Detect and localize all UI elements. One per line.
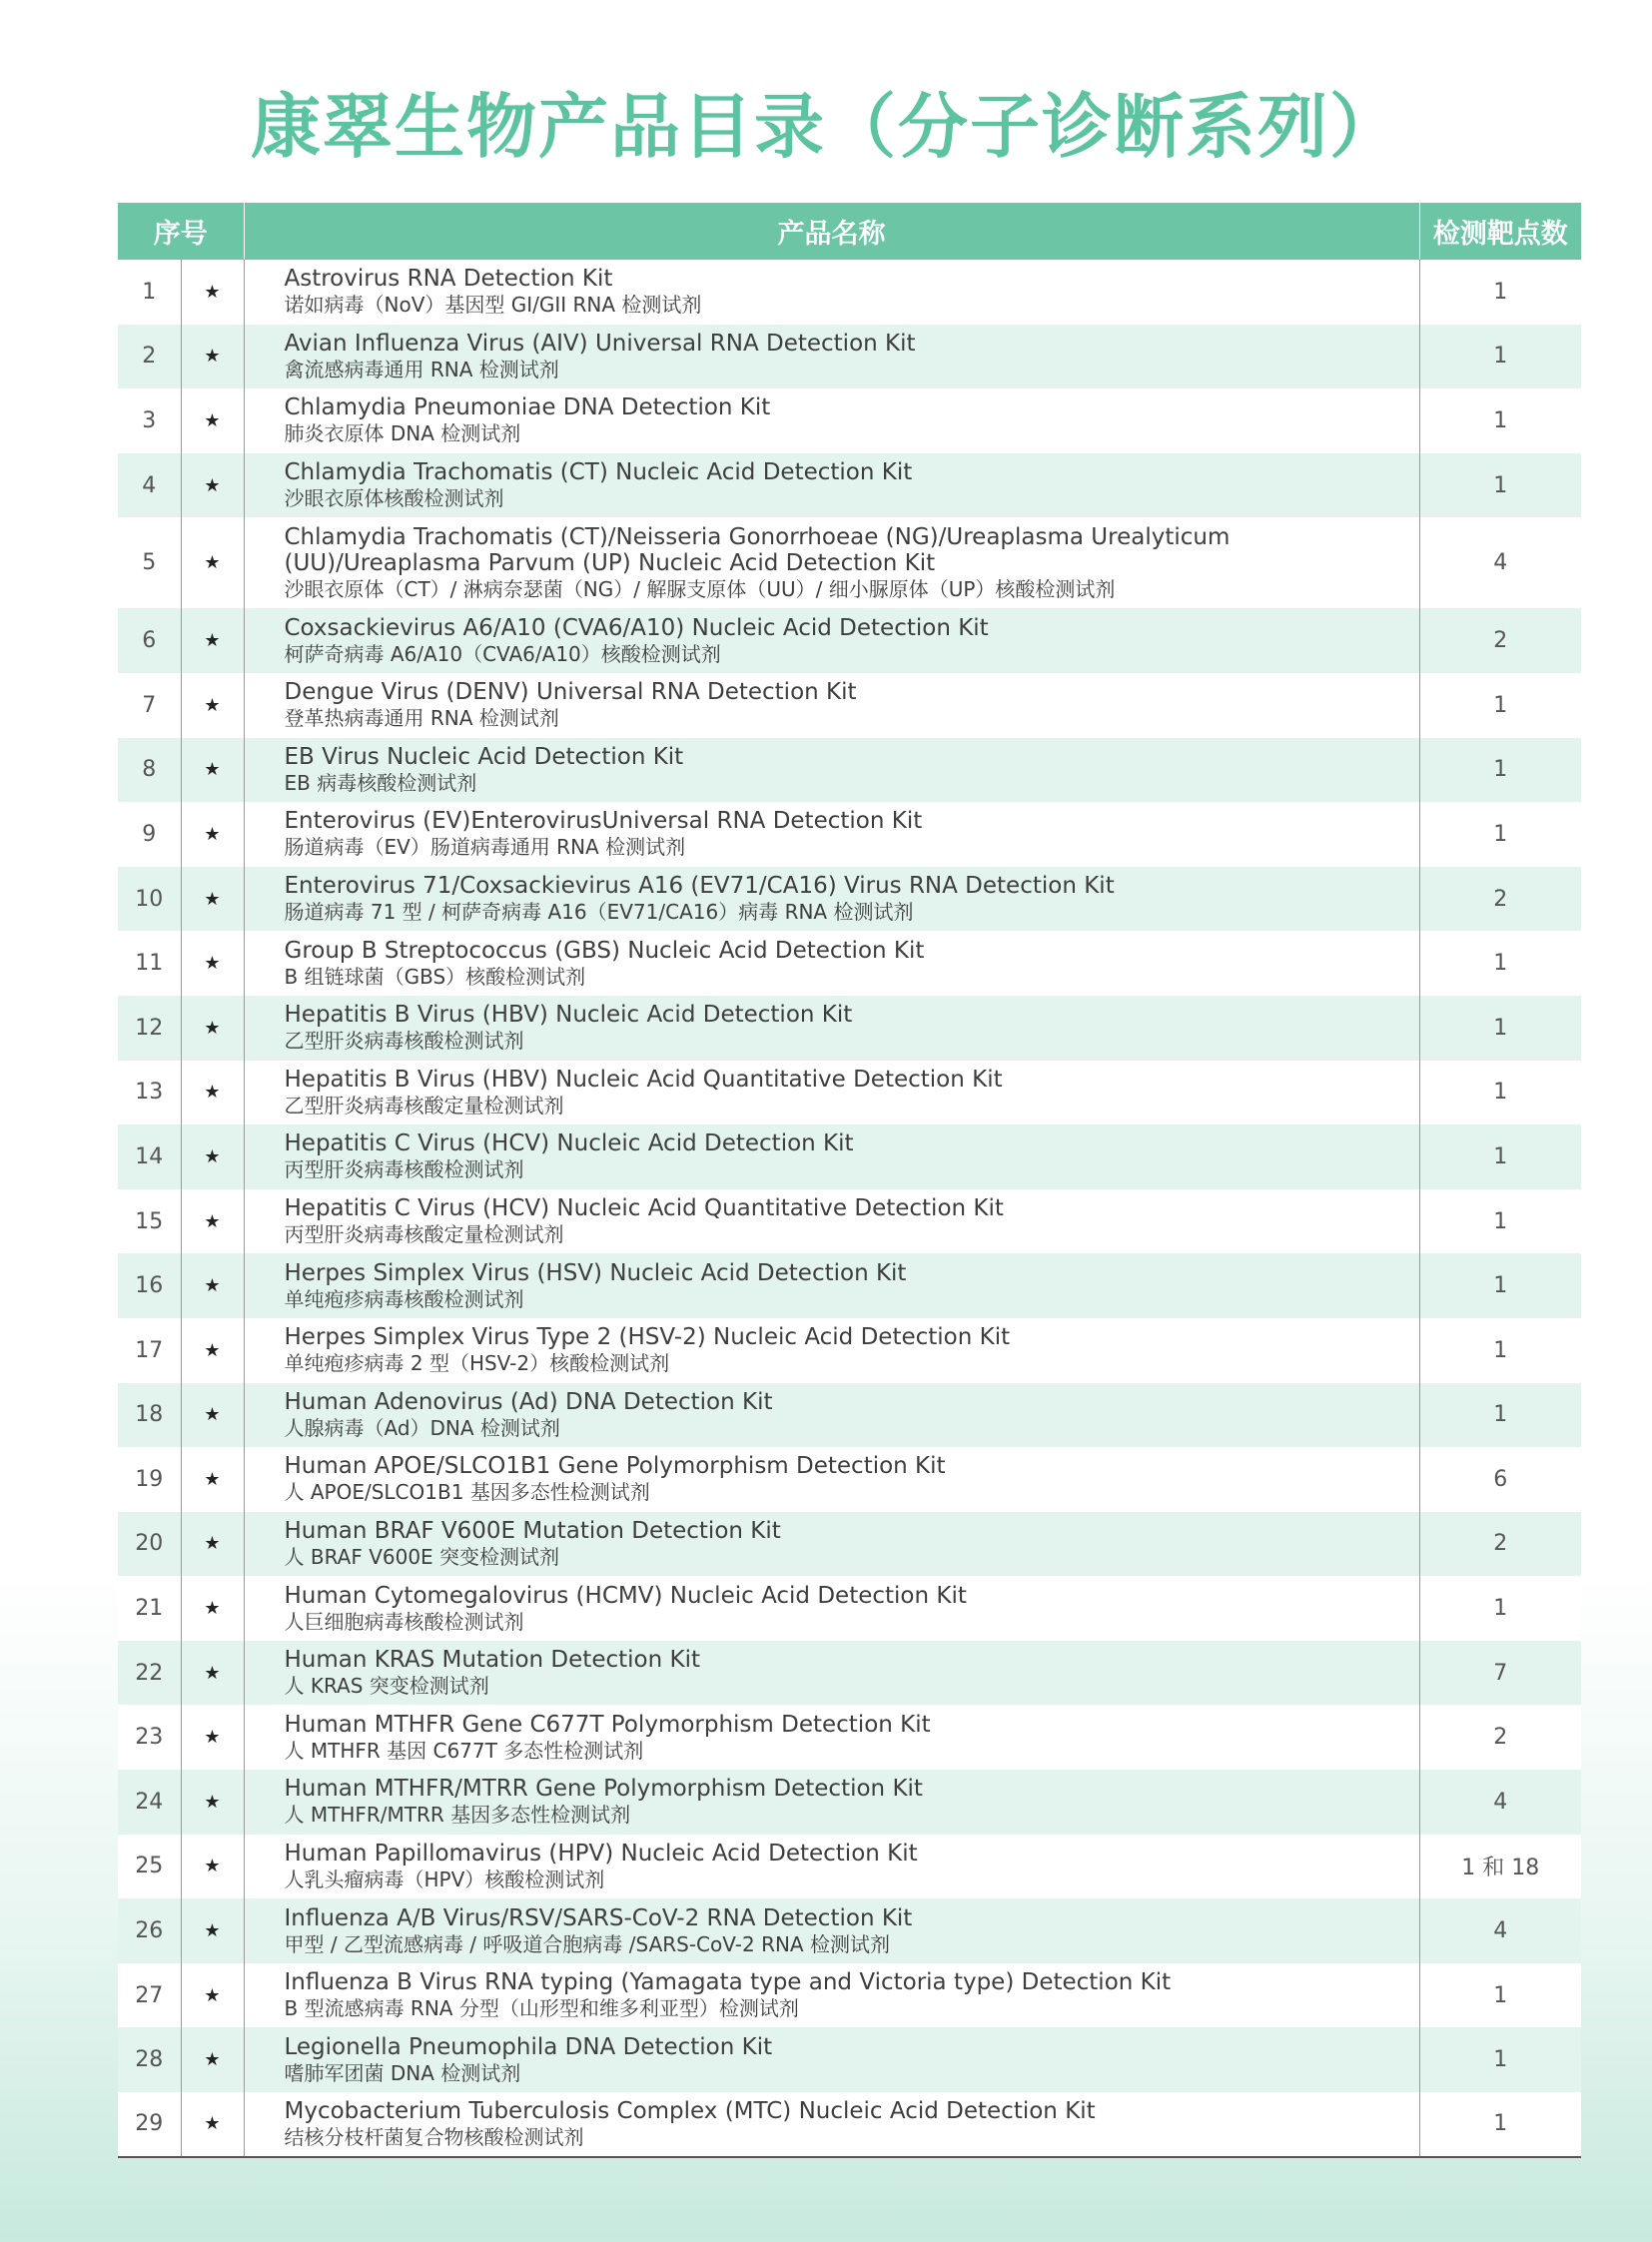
row-serial-number: 27	[135, 1982, 164, 2008]
row-serial-number: 16	[135, 1273, 164, 1299]
target-count: 1	[1419, 2027, 1581, 2092]
product-name-chinese: 人巨细胞病毒核酸检测试剂	[284, 1609, 524, 1634]
target-count: 1	[1419, 1318, 1581, 1383]
product-name-chinese: 肺炎衣原体 DNA 检测试剂	[284, 421, 521, 446]
target-count: 1	[1419, 1189, 1581, 1254]
row-serial-number: 22	[135, 1660, 164, 1686]
product-name-cell	[244, 1124, 1419, 1189]
product-name-english: Chlamydia Trachomatis (CT) Nucleic Acid Detection Kit	[284, 459, 913, 486]
product-name-cell	[244, 608, 1419, 673]
target-count: 4	[1419, 1770, 1581, 1835]
target-count: 1	[1419, 802, 1581, 867]
star-icon: ★	[181, 2092, 244, 2157]
star-icon: ★	[181, 1189, 244, 1254]
product-name-cell	[244, 260, 1419, 325]
star-icon: ★	[181, 1383, 244, 1448]
star-icon: ★	[181, 260, 244, 325]
row-serial-number: 15	[135, 1208, 164, 1234]
table-row	[118, 453, 1581, 518]
table-row	[118, 2027, 1581, 2092]
row-serial-number: 6	[142, 628, 157, 654]
target-count: 6	[1419, 1447, 1581, 1512]
product-name-cell	[244, 1898, 1419, 1963]
product-name-english: Human MTHFR Gene C677T Polymorphism Detection Kit	[284, 1711, 931, 1738]
product-name-cell	[244, 996, 1419, 1061]
product-name-english: Hepatitis C Virus (HCV) Nucleic Acid Quantitative Detection Kit	[284, 1195, 1004, 1222]
target-count: 1 和 18	[1419, 1835, 1581, 1899]
row-serial-number: 5	[142, 550, 157, 576]
star-icon: ★	[181, 1512, 244, 1577]
star-icon: ★	[181, 738, 244, 803]
product-name-english: Coxsackievirus A6/A10 (CVA6/A10) Nucleic Acid Detection Kit	[284, 614, 989, 641]
row-serial-number: 2	[142, 344, 157, 370]
table-row	[118, 867, 1581, 932]
star-icon: ★	[181, 1124, 244, 1189]
product-name-english: Influenza A/B Virus/RSV/SARS-CoV-2 RNA Detection Kit	[284, 1904, 913, 1931]
star-icon: ★	[181, 1447, 244, 1512]
table-row	[118, 325, 1581, 389]
product-name-cell	[244, 1705, 1419, 1770]
product-name-cell	[244, 1383, 1419, 1448]
product-name-english: Human KRAS Mutation Detection Kit	[284, 1647, 700, 1674]
star-icon: ★	[181, 673, 244, 738]
row-serial-number: 11	[135, 951, 164, 977]
target-count: 2	[1419, 867, 1581, 932]
row-serial-number: 4	[142, 472, 157, 498]
table-row	[118, 802, 1581, 867]
table-row	[118, 1124, 1581, 1189]
star-icon: ★	[181, 325, 244, 389]
table-row	[118, 2092, 1581, 2157]
target-count: 1	[1419, 931, 1581, 996]
row-serial-number: 14	[135, 1143, 164, 1169]
product-name-chinese: 人 BRAF V600E 突变检测试剂	[284, 1544, 560, 1569]
product-name-english: Group B Streptococcus (GBS) Nucleic Acid Detection Kit	[284, 937, 925, 964]
product-name-english: Influenza B Virus RNA typing (Yamagata type and Victoria type) Detection Kit	[284, 1969, 1172, 1996]
star-icon: ★	[181, 931, 244, 996]
product-name-english: Herpes Simplex Virus Type 2 (HSV-2) Nucleic Acid Detection Kit	[284, 1324, 1011, 1351]
product-name-chinese: 人 KRAS 突变检测试剂	[284, 1674, 489, 1699]
product-name-cell	[244, 517, 1419, 608]
product-name-chinese: 结核分枝杆菌复合物核酸检测试剂	[284, 2124, 584, 2149]
product-name-cell	[244, 2027, 1419, 2092]
star-icon: ★	[181, 388, 244, 453]
product-name-english: Human MTHFR/MTRR Gene Polymorphism Detection Kit	[284, 1776, 923, 1803]
product-name-english: Human Cytomegalovirus (HCMV) Nucleic Acid Detection Kit	[284, 1582, 967, 1609]
table-row	[118, 1318, 1581, 1383]
target-count: 1	[1419, 325, 1581, 389]
product-name-english: Enterovirus 71/Coxsackievirus A16 (EV71/CA16) Virus RNA Detection Kit	[284, 873, 1115, 900]
product-name-cell	[244, 1061, 1419, 1125]
product-name-english: Mycobacterium Tuberculosis Complex (MTC) Nucleic Acid Detection Kit	[284, 2097, 1096, 2124]
row-serial-number: 8	[142, 757, 157, 783]
product-name-cell	[244, 1447, 1419, 1512]
product-name-cell	[244, 388, 1419, 453]
table-row	[118, 608, 1581, 673]
target-count: 7	[1419, 1641, 1581, 1706]
row-serial-number: 17	[135, 1337, 164, 1363]
star-icon: ★	[181, 1318, 244, 1383]
product-name-cell	[244, 325, 1419, 389]
product-name-cell	[244, 867, 1419, 932]
target-count: 1	[1419, 1253, 1581, 1318]
row-serial-number: 9	[142, 821, 157, 847]
product-catalog-table	[118, 203, 1581, 2158]
table-row	[118, 673, 1581, 738]
target-count: 2	[1419, 608, 1581, 673]
product-name-chinese: 单纯疱疹病毒 2 型（HSV-2）核酸检测试剂	[284, 1351, 670, 1376]
target-count: 2	[1419, 1512, 1581, 1577]
table-row	[118, 1641, 1581, 1706]
product-name-chinese: 肠道病毒（EV）肠道病毒通用 RNA 检测试剂	[284, 835, 686, 860]
product-name-cell	[244, 1189, 1419, 1254]
target-count: 2	[1419, 1705, 1581, 1770]
star-icon: ★	[181, 1061, 244, 1125]
target-count: 1	[1419, 1383, 1581, 1448]
star-icon: ★	[181, 608, 244, 673]
product-name-chinese: 乙型肝炎病毒核酸定量检测试剂	[284, 1093, 564, 1118]
table-row	[118, 1253, 1581, 1318]
target-count: 1	[1419, 388, 1581, 453]
product-name-chinese: 沙眼衣原体核酸检测试剂	[284, 486, 504, 511]
row-serial-number: 21	[135, 1596, 164, 1622]
table-row	[118, 996, 1581, 1061]
target-count: 1	[1419, 1963, 1581, 2028]
table-row	[118, 1770, 1581, 1835]
product-name-cell	[244, 1512, 1419, 1577]
target-count: 1	[1419, 1576, 1581, 1641]
star-icon: ★	[181, 867, 244, 932]
product-name-cell	[244, 453, 1419, 518]
table-row	[118, 260, 1581, 325]
target-count: 4	[1419, 517, 1581, 608]
product-name-chinese: 人 MTHFR/MTRR 基因多态性检测试剂	[284, 1803, 631, 1828]
star-icon: ★	[181, 453, 244, 518]
star-icon: ★	[181, 1705, 244, 1770]
star-icon: ★	[181, 1641, 244, 1706]
product-name-cell	[244, 1318, 1419, 1383]
row-serial-number: 18	[135, 1402, 164, 1428]
product-name-english: EB Virus Nucleic Acid Detection Kit	[284, 743, 684, 770]
product-name-english: Human Adenovirus (Ad) DNA Detection Kit	[284, 1388, 773, 1415]
product-name-english: Human BRAF V600E Mutation Detection Kit	[284, 1517, 781, 1544]
row-serial-number: 26	[135, 1918, 164, 1944]
product-name-cell	[244, 1576, 1419, 1641]
star-icon: ★	[181, 1835, 244, 1899]
product-name-chinese: B 型流感病毒 RNA 分型（山形型和维多利亚型）检测试剂	[284, 1996, 799, 2021]
table-row	[118, 1576, 1581, 1641]
product-name-cell	[244, 1963, 1419, 2028]
table-row	[118, 1189, 1581, 1254]
row-serial-number: 23	[135, 1725, 164, 1751]
row-serial-number: 28	[135, 2047, 164, 2073]
star-icon: ★	[181, 1898, 244, 1963]
product-name-english: Astrovirus RNA Detection Kit	[284, 266, 613, 293]
target-count: 1	[1419, 1124, 1581, 1189]
product-name-chinese: 丙型肝炎病毒核酸定量检测试剂	[284, 1222, 564, 1247]
product-name-english: Legionella Pneumophila DNA Detection Kit	[284, 2033, 773, 2060]
row-serial-number: 25	[135, 1854, 164, 1879]
target-count: 1	[1419, 260, 1581, 325]
table-row	[118, 388, 1581, 453]
product-name-english: Human APOE/SLCO1B1 Gene Polymorphism Detection Kit	[284, 1453, 946, 1480]
product-name-english: Chlamydia Pneumoniae DNA Detection Kit	[284, 394, 771, 421]
product-name-english: Hepatitis B Virus (HBV) Nucleic Acid Quantitative Detection Kit	[284, 1066, 1003, 1093]
table-row	[118, 1512, 1581, 1577]
row-serial-number: 10	[135, 886, 164, 912]
target-count: 1	[1419, 996, 1581, 1061]
star-icon: ★	[181, 1576, 244, 1641]
product-name-english: Dengue Virus (DENV) Universal RNA Detection Kit	[284, 679, 857, 706]
target-count: 1	[1419, 738, 1581, 803]
target-count: 1	[1419, 453, 1581, 518]
product-name-chinese: 诺如病毒（NoV）基因型 GI/GII RNA 检测试剂	[284, 293, 702, 318]
table-row	[118, 1061, 1581, 1125]
star-icon: ★	[181, 1770, 244, 1835]
table-row	[118, 1963, 1581, 2028]
product-name-chinese: 乙型肝炎病毒核酸检测试剂	[284, 1029, 524, 1054]
row-serial-number: 24	[135, 1789, 164, 1815]
product-name-cell	[244, 802, 1419, 867]
star-icon: ★	[181, 2027, 244, 2092]
target-count: 4	[1419, 1898, 1581, 1963]
product-name-cell	[244, 1835, 1419, 1899]
row-serial-number: 19	[135, 1466, 164, 1492]
table-row	[118, 931, 1581, 996]
target-count: 1	[1419, 1061, 1581, 1125]
product-name-chinese: 登革热病毒通用 RNA 检测试剂	[284, 706, 559, 731]
star-icon: ★	[181, 996, 244, 1061]
table-row	[118, 1835, 1581, 1899]
product-name-cell	[244, 931, 1419, 996]
product-name-chinese: 人 APOE/SLCO1B1 基因多态性检测试剂	[284, 1480, 650, 1505]
product-name-cell	[244, 1641, 1419, 1706]
product-name-chinese: B 组链球菌（GBS）核酸检测试剂	[284, 964, 586, 989]
star-icon: ★	[181, 1963, 244, 2028]
product-name-chinese: 丙型肝炎病毒核酸检测试剂	[284, 1157, 524, 1182]
product-name-english: Avian Influenza Virus (AIV) Universal RNA Detection Kit	[284, 330, 916, 357]
product-name-chinese: 单纯疱疹病毒核酸检测试剂	[284, 1286, 524, 1311]
product-name-chinese: 嗜肺军团菌 DNA 检测试剂	[284, 2060, 521, 2085]
header-serial-number: 序号	[153, 219, 208, 250]
product-name-english: Hepatitis C Virus (HCV) Nucleic Acid Detection Kit	[284, 1130, 854, 1157]
product-name-english: Chlamydia Trachomatis (CT)/Neisseria Gonorrhoeae (NG)/Ureaplasma Urealyticum (UU)/Ureaplasma Parvum (UP) Nucleic Acid Detection Kit	[284, 523, 1231, 576]
product-name-chinese: 柯萨奇病毒 A6/A10（CVA6/A10）核酸检测试剂	[284, 641, 721, 666]
product-name-chinese: 人腺病毒（Ad）DNA 检测试剂	[284, 1415, 560, 1440]
product-name-english: Enterovirus (EV)EnterovirusUniversal RNA Detection Kit	[284, 808, 923, 835]
table-row	[118, 517, 1581, 608]
product-name-chinese: 沙眼衣原体（CT）/ 淋病奈瑟菌（NG）/ 解脲支原体（UU）/ 细小脲原体（UP）核酸检测试剂	[284, 576, 1116, 601]
row-serial-number: 7	[142, 692, 157, 718]
header-target-count: 检测靶点数	[1419, 203, 1581, 260]
header-product-name: 产品名称	[244, 203, 1419, 260]
row-serial-number: 13	[135, 1080, 164, 1106]
star-icon: ★	[181, 802, 244, 867]
product-name-cell	[244, 673, 1419, 738]
page-title: 康翠生物产品目录（分子诊断系列）	[251, 86, 1401, 168]
table-row	[118, 738, 1581, 803]
table-row	[118, 1705, 1581, 1770]
product-name-chinese: 甲型 / 乙型流感病毒 / 呼吸道合胞病毒 /SARS-CoV-2 RNA 检测试剂	[284, 1931, 890, 1956]
product-name-english: Hepatitis B Virus (HBV) Nucleic Acid Detection Kit	[284, 1002, 853, 1029]
row-serial-number: 3	[142, 407, 157, 433]
table-header-row	[118, 203, 1581, 260]
table-body	[118, 260, 1581, 2157]
product-name-chinese: 肠道病毒 71 型 / 柯萨奇病毒 A16（EV71/CA16）病毒 RNA 检测试剂	[284, 900, 914, 925]
product-name-chinese: EB 病毒核酸检测试剂	[284, 770, 477, 795]
star-icon: ★	[181, 517, 244, 608]
target-count: 1	[1419, 673, 1581, 738]
product-name-english: Herpes Simplex Virus (HSV) Nucleic Acid Detection Kit	[284, 1259, 907, 1286]
product-name-cell	[244, 738, 1419, 803]
table-row	[118, 1383, 1581, 1448]
table-row	[118, 1447, 1581, 1512]
product-name-chinese: 人 MTHFR 基因 C677T 多态性检测试剂	[284, 1738, 644, 1763]
row-serial-number: 20	[135, 1531, 164, 1557]
product-name-cell	[244, 1253, 1419, 1318]
product-name-english: Human Papillomavirus (HPV) Nucleic Acid Detection Kit	[284, 1840, 918, 1867]
star-icon: ★	[181, 1253, 244, 1318]
row-serial-number: 12	[135, 1015, 164, 1041]
product-name-chinese: 人乳头瘤病毒（HPV）核酸检测试剂	[284, 1867, 605, 1891]
row-serial-number: 29	[118, 2092, 181, 2157]
row-serial-number: 1	[142, 279, 157, 305]
target-count: 1	[1419, 2092, 1581, 2157]
table-row	[118, 1898, 1581, 1963]
product-name-chinese: 禽流感病毒通用 RNA 检测试剂	[284, 357, 559, 381]
product-name-cell	[244, 1770, 1419, 1835]
product-name-cell	[244, 2092, 1419, 2157]
